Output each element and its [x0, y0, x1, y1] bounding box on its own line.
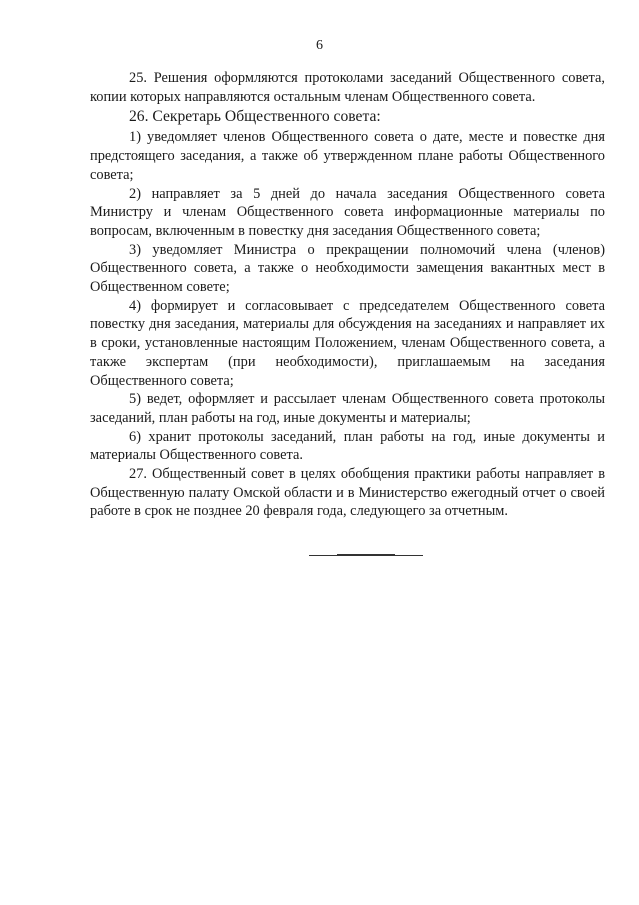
paragraph-26-item-2: 2) направляет за 5 дней до начала заседания Общественного совета Министру и членам Общественного совета информационные материалы по вопросам, включенным в повестку дня заседания Общественного совета;	[90, 185, 605, 239]
paragraph-26-item-1: 1) уведомляет членов Общественного совета о дате, месте и повестке дня предстоящего заседания, а также об утвержденном плане работы Общественного совета;	[90, 129, 605, 183]
paragraph-25: 25. Решения оформляются протоколами заседаний Общественного совета, копии которых направляются остальным членам Общественного совета.	[90, 70, 605, 105]
paragraph-26-item-4: 4) формирует и согласовывает с председателем Общественного совета повестку дня заседания, материалы для обсуждения на заседаниях и направляет их в сроки, установленные настоящим Положением, членам Общественного совета, а также экспертам (при необходимости), приглашаемым на заседания Общественного совета;	[90, 297, 605, 389]
document-body	[90, 69, 605, 521]
paragraph-27: 27. Общественный совет в целях обобщения практики работы направляет в Общественную палату Омской области и в Министерство ежегодный отчет о своей работе в срок не позднее 20 февраля года, следующего за отчетным.	[90, 466, 605, 520]
paragraph-26-heading: 26. Секретарь Общественного совета:	[129, 108, 381, 126]
closing-divider-line	[309, 555, 423, 556]
paragraph-26-item-6: 6) хранит протоколы заседаний, план работы на год, иные документы и материалы Общественного совета.	[90, 428, 605, 464]
paragraph-26-item-3: 3) уведомляет Министра о прекращении полномочий члена (членов) Общественного совета, а также о необходимости замещения вакантных мест в Общественном совете;	[90, 241, 605, 296]
page-number: 6	[316, 38, 323, 53]
paragraph-26-item-5: 5) ведет, оформляет и рассылает членам Общественного совета протоколы заседаний, план работы на год, иные документы и материалы;	[90, 391, 605, 426]
